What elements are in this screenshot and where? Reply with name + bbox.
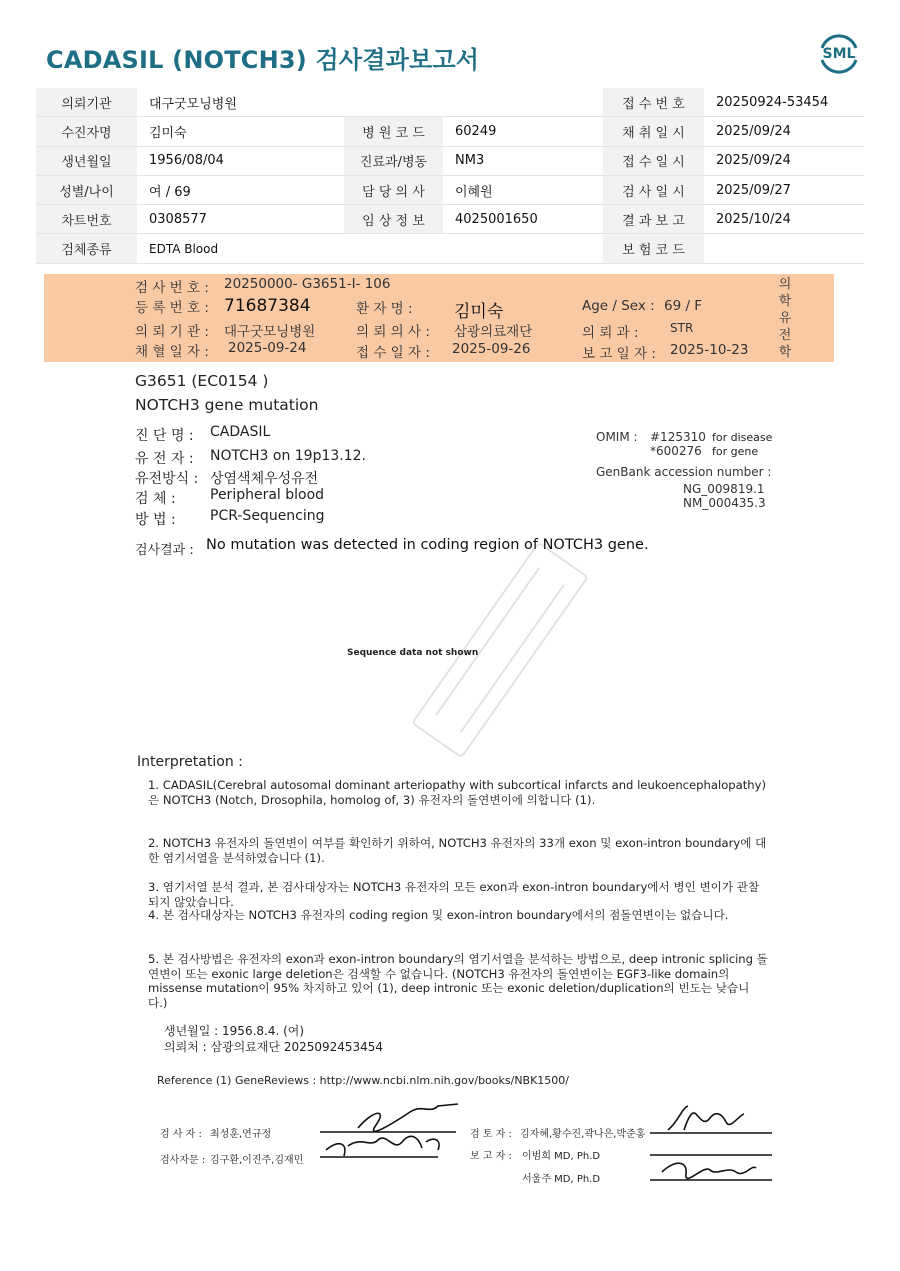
tester-label: 검 사 자 :	[160, 1129, 202, 1140]
req-dept-label: 의 뢰 과 :	[582, 325, 639, 341]
reporter-2: 서울주 MD, Ph.D	[522, 1174, 601, 1185]
inherit-label: 유전방식 :	[135, 471, 199, 487]
receipt-date-label: 접 수 일 시	[603, 146, 704, 175]
result-value: No mutation was detected in coding region of NOTCH3 gene.	[206, 537, 649, 553]
genbank-ng: NG_009819.1	[683, 482, 765, 496]
omim-disease-note: for disease	[712, 431, 773, 444]
scan-org-value: 대구굿모닝병원	[224, 324, 316, 340]
req-doc-label: 의 뢰 의 사 :	[356, 324, 430, 340]
page-title: CADASIL (NOTCH3) 검사결과보고서	[46, 46, 480, 74]
requester-note: 의뢰처 : 삼광의료재단 2025092453454	[164, 1040, 384, 1054]
reporter-1: 이범희 MD, Ph.D	[522, 1151, 601, 1162]
reg-no-value: 71687384	[224, 296, 311, 316]
report-date-label: 결 과 보 고	[603, 205, 704, 234]
gene-label: 유 전 자 :	[135, 451, 194, 467]
table-row	[36, 146, 864, 175]
insurance-value	[704, 234, 864, 263]
specimen-label-scan: 검 체 :	[135, 491, 176, 507]
draw-date-label: 채 혈 일 자 :	[135, 344, 209, 360]
birth-note: 생년월일 : 1956.8.4. (여)	[164, 1024, 305, 1038]
report-date-value-scan: 2025-10-23	[670, 342, 749, 358]
dept-label: 진료과/병동	[344, 146, 443, 175]
table-row	[36, 117, 864, 146]
test-date-value: 2025/09/27	[704, 175, 864, 204]
age-sex-value: 69 / F	[664, 298, 703, 314]
receipt-no-label: 접 수 번 호	[603, 88, 704, 117]
advisor-value: 김구환,이진주,김재민	[210, 1155, 304, 1166]
req-doc-value: 삼광의료재단	[454, 324, 533, 340]
diag-label: 진 단 명 :	[135, 428, 194, 444]
specimen-label: 검체종류	[36, 234, 137, 263]
table-row	[36, 205, 864, 234]
reference: Reference (1) GeneReviews : http://www.ncbi.nlm.nih.gov/books/NBK1500/	[157, 1074, 570, 1087]
receipt-date-value: 2025/09/24	[704, 146, 864, 175]
genbank-label: GenBank accession number :	[596, 465, 772, 479]
reg-no-label: 등 록 번 호 :	[135, 300, 209, 316]
hospital-code-value: 60249	[443, 117, 603, 146]
req-dept-value: STR	[670, 321, 694, 335]
reporter-label: 보 고 자 :	[470, 1151, 512, 1162]
birth-label: 생년월일	[36, 146, 137, 175]
result-label: 검사결과 :	[135, 543, 194, 558]
interp-item-5: 5. 본 검사방법은 유전자의 exon과 exon-intron boundary의 염기서열을 분석하는 방법으로, deep intronic splicing 돌연변이 또는 exonic large deletion은 검색할 수 없습니다. (NOTCH3 유전자의 돌연변이는 EGF3-like domain의 missense mutation이 95% 차지하고 있어 (1), deep intronic 또는 exonic deletion/duplication의 빈도는 낮습니다.)	[148, 952, 768, 1010]
scan-patient-value: 김미숙	[454, 302, 504, 322]
sex-age-label: 성별/나이	[36, 175, 137, 204]
method-value: PCR-Sequencing	[210, 508, 325, 524]
scan-patient-label: 환 자 명 :	[356, 301, 413, 317]
report-date-value: 2025/10/24	[704, 205, 864, 234]
collect-date-value: 2025/09/24	[704, 117, 864, 146]
omim-gene-note: for gene	[712, 445, 759, 458]
interp-item-4: 4. 본 검사대상자는 NOTCH3 유전자의 coding region 및 exon-intron boundary에서의 점돌연변이는 없습니다.	[148, 908, 729, 922]
recv-date-label: 접 수 일 자 :	[356, 345, 430, 361]
test-date-label: 검 사 일 시	[603, 175, 704, 204]
recv-date-value: 2025-09-26	[452, 341, 531, 357]
inherit-value: 상염색체우성유전	[210, 471, 319, 487]
scan-org-label: 의 뢰 기 관 :	[135, 324, 209, 340]
patient-value: 김미숙	[137, 117, 344, 146]
tester-signature-icon	[318, 1100, 468, 1174]
sequence-note: Sequence data not shown	[347, 648, 479, 658]
patient-info-table	[36, 88, 864, 264]
referring-org-label: 의뢰기관	[36, 88, 137, 117]
hospital-code-label: 병 원 코 드	[344, 117, 443, 146]
draw-date-value: 2025-09-24	[228, 340, 307, 356]
interp-item-3: 3. 염기서열 분석 결과, 본 검사대상자는 NOTCH3 유전자의 모든 exon과 exon-intron boundary에서 병인 변이가 관찰되지 않았습니다.	[148, 880, 760, 909]
clinical-label: 임 상 정 보	[344, 205, 443, 234]
diag-value: CADASIL	[210, 424, 271, 440]
reviewer-value: 김자혜,황수진,곽나은,박준홍	[520, 1129, 646, 1140]
specimen-value-scan: Peripheral blood	[210, 487, 325, 503]
interp-item-1: 1. CADASIL(Cerebral autosomal dominant arteriopathy with subcortical infarcts and leukoencephalopathy)은 NOTCH3 (Notch, Drosophila, homolog of, 3) 유전자의 돌연변이에 의합니다 (1).	[148, 778, 767, 807]
test-no-label: 검 사 번 호 :	[135, 280, 209, 296]
doctor-value: 이혜원	[443, 175, 603, 204]
advisor-label: 검사자문 :	[160, 1155, 206, 1166]
report-date-label-scan: 보 고 일 자 :	[582, 346, 656, 362]
method-label: 방 법 :	[135, 512, 176, 528]
dept-value: NM3	[443, 146, 603, 175]
referring-org-value: 대구굿모닝병원	[137, 88, 603, 117]
omim-label: OMIM :	[596, 430, 638, 444]
receipt-no-value: 20250924-53454	[704, 88, 864, 117]
tester-value: 최성훈,연규정	[210, 1129, 272, 1140]
patient-label: 수진자명	[36, 117, 137, 146]
chart-value: 0308577	[137, 205, 344, 234]
clinical-value: 4025001650	[443, 205, 603, 234]
gene-value: NOTCH3 on 19p13.12.	[210, 448, 367, 464]
genbank-nm: NM_000435.3	[683, 496, 766, 510]
sml-logo-icon	[816, 30, 862, 76]
doctor-label: 담 당 의 사	[344, 175, 443, 204]
omim-disease: #125310	[650, 430, 706, 444]
collect-date-label: 채 취 일 시	[603, 117, 704, 146]
test-code-line: G3651 (EC0154 )	[135, 372, 269, 390]
specimen-value: EDTA Blood	[137, 234, 603, 263]
age-sex-label: Age / Sex :	[582, 298, 655, 314]
table-row	[36, 175, 864, 204]
reviewer-label: 검 토 자 :	[470, 1129, 512, 1140]
table-row	[36, 88, 864, 117]
test-no-value: 20250000- G3651-I- 106	[224, 276, 391, 292]
interp-title: Interpretation :	[137, 754, 243, 770]
test-name: NOTCH3 gene mutation	[135, 396, 319, 414]
interp-item-2: 2. NOTCH3 유전자의 돌연변이 여부를 확인하기 위하여, NOTCH3 유전자의 33개 exon 및 exon-intron boundary에 대한 염기서열을 분석하였습니다 (1).	[148, 836, 767, 865]
table-row	[36, 234, 864, 263]
omim-gene: *600276	[650, 444, 702, 458]
reviewer-signature-icon	[648, 1100, 778, 1189]
svg-text:SML: SML	[822, 46, 856, 62]
insurance-label: 보 험 코 드	[603, 234, 704, 263]
sex-age-value: 여 / 69	[137, 175, 344, 204]
birth-value: 1956/08/04	[137, 146, 344, 175]
dept-vertical-label: 의 학 유 전 학	[778, 277, 792, 360]
chart-label: 차트번호	[36, 205, 137, 234]
